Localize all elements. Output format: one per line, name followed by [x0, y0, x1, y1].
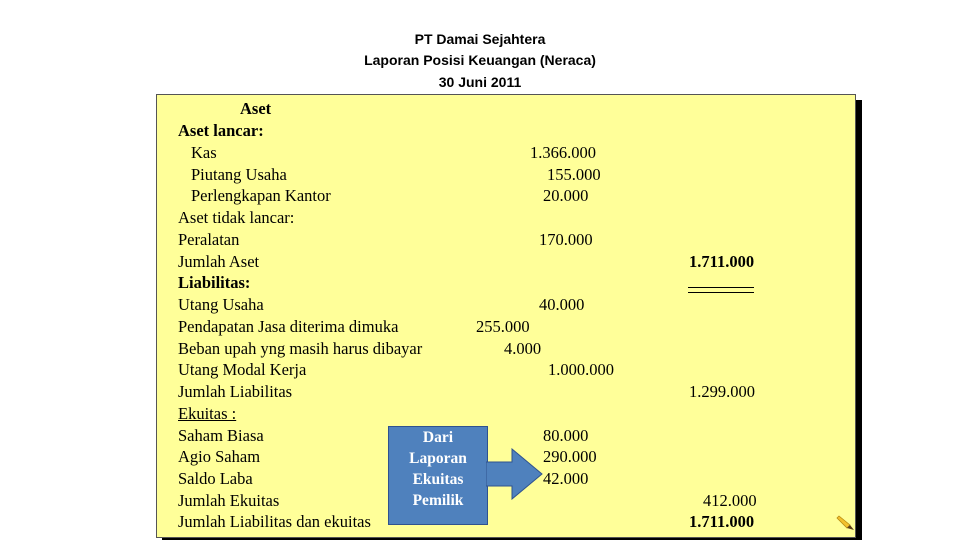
agio-label: Agio Saham — [178, 447, 261, 466]
peralatan-label: Peralatan — [178, 230, 240, 249]
liabilitas-heading: Liabilitas: — [178, 273, 251, 292]
utang-usaha-value: 40.000 — [539, 295, 585, 314]
aset-lancar-heading: Aset lancar: — [178, 121, 264, 140]
beban-value: 4.000 — [504, 339, 542, 358]
aset-heading: Aset — [240, 99, 272, 118]
double-underline — [688, 287, 754, 293]
saham-label: Saham Biasa — [178, 426, 264, 445]
arrow-right-icon — [486, 448, 544, 500]
saham-value: 80.000 — [543, 426, 589, 445]
total-value: 1.711.000 — [689, 512, 755, 531]
utang-modal-value: 1.000.000 — [548, 360, 614, 379]
perlengkapan-value: 20.000 — [543, 186, 589, 205]
jumlah-liabilitas-label: Jumlah Liabilitas — [178, 382, 293, 401]
callout-box — [388, 426, 488, 525]
total-label: Jumlah Liabilitas dan ekuitas — [178, 512, 371, 531]
kas-value: 1.366.000 — [530, 143, 596, 162]
beban-label: Beban upah yng masih harus dibayar — [178, 339, 423, 358]
piutang-label: Piutang Usaha — [191, 165, 287, 184]
peralatan-value: 170.000 — [539, 230, 593, 249]
company-name: PT Damai Sejahtera — [414, 31, 546, 47]
aset-tidak-lancar-heading: Aset tidak lancar: — [178, 208, 295, 227]
pendapatan-label: Pendapatan Jasa diterima dimuka — [178, 317, 399, 336]
agio-value: 290.000 — [543, 447, 597, 466]
piutang-value: 155.000 — [547, 165, 601, 184]
utang-usaha-label: Utang Usaha — [178, 295, 264, 314]
report-date: 30 Juni 2011 — [438, 74, 522, 90]
pencil-icon — [836, 512, 856, 532]
saldo-label: Saldo Laba — [178, 469, 253, 488]
callout-line-3: Ekuitas — [412, 471, 464, 488]
jumlah-ekuitas-value: 412.000 — [703, 491, 757, 510]
callout-line-4: Pemilik — [412, 492, 464, 509]
jumlah-aset-label: Jumlah Aset — [178, 252, 260, 271]
perlengkapan-label: Perlengkapan Kantor — [191, 186, 331, 205]
saldo-value: 42.000 — [543, 469, 589, 488]
callout-line-2: Laporan — [409, 450, 467, 467]
ekuitas-heading: Ekuitas : — [178, 404, 237, 423]
utang-modal-label: Utang Modal Kerja — [178, 360, 307, 379]
pendapatan-value: 255.000 — [476, 317, 530, 336]
jumlah-liabilitas-value: 1.299.000 — [689, 382, 755, 401]
callout-line-1: Dari — [422, 429, 454, 446]
kas-label: Kas — [191, 143, 217, 162]
report-title: Laporan Posisi Keuangan (Neraca) — [364, 52, 596, 68]
jumlah-aset-value: 1.711.000 — [689, 252, 755, 271]
jumlah-ekuitas-label: Jumlah Ekuitas — [178, 491, 280, 510]
